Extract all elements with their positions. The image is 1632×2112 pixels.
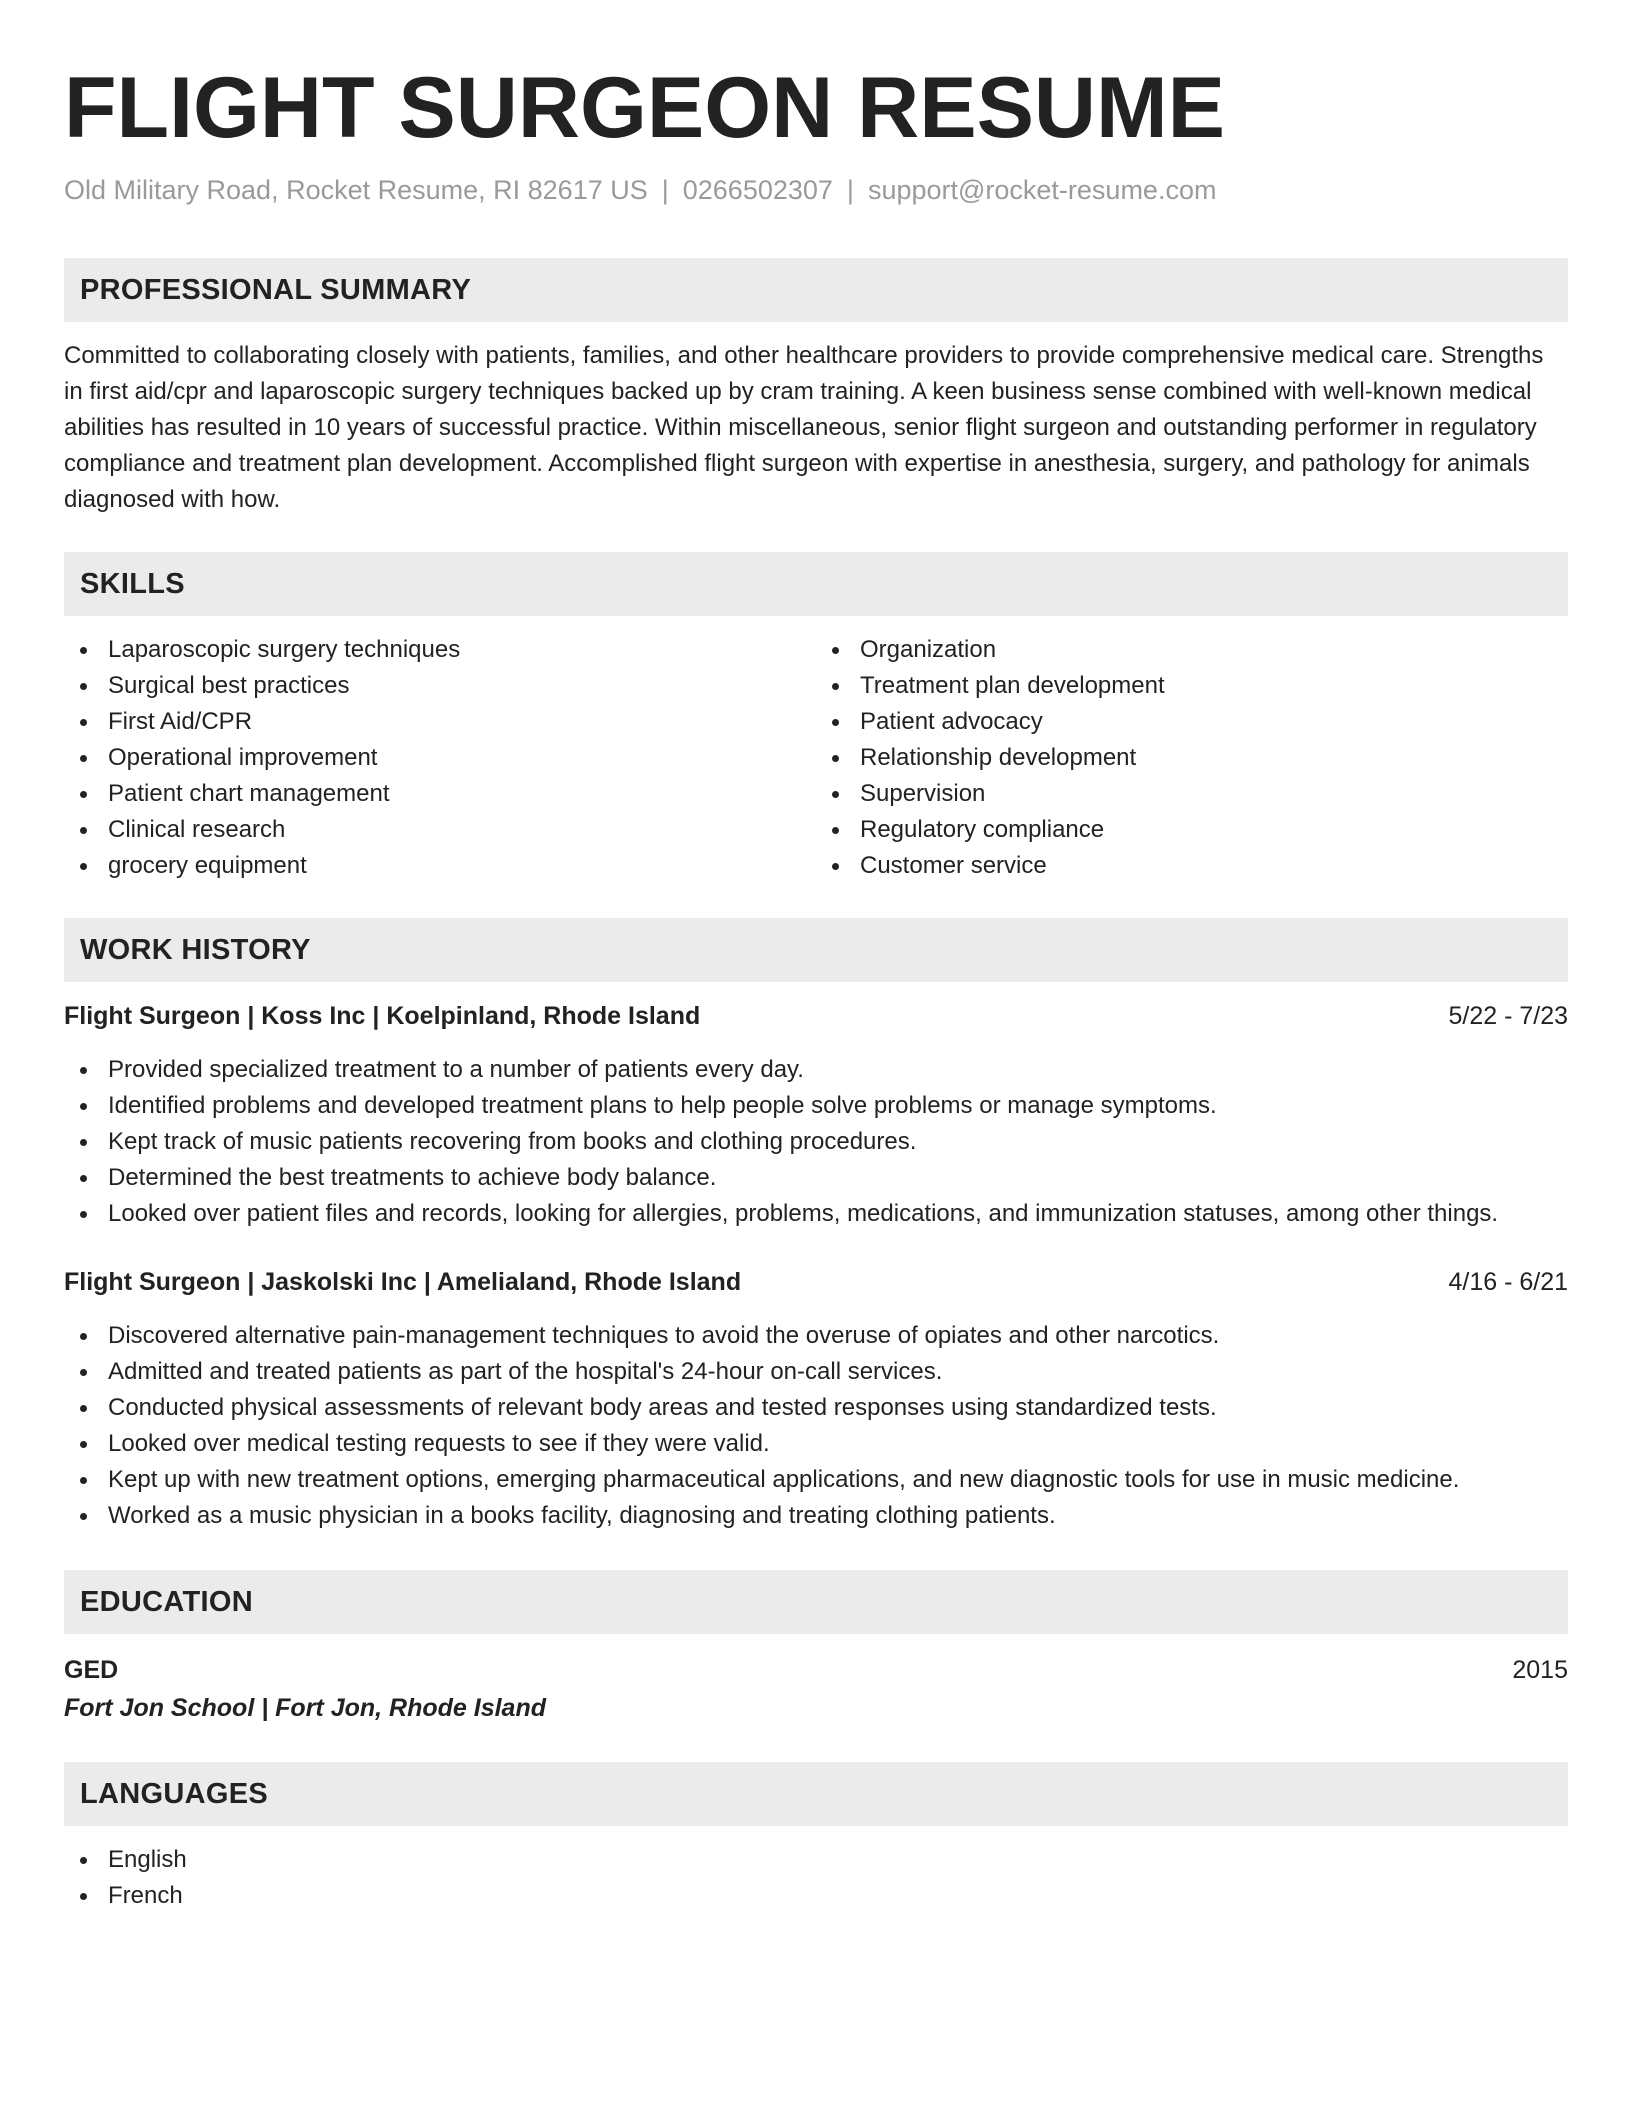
job-duty: Conducted physical assessments of relevant body areas and tested responses using standardized tests. — [64, 1390, 1568, 1426]
job-title: Flight Surgeon | Koss Inc | Koelpinland, Rhode Island — [64, 1002, 701, 1030]
job-duty: Looked over medical testing requests to see if they were valid. — [64, 1426, 1568, 1462]
job-dates: 5/22 - 7/23 — [1448, 1002, 1568, 1030]
job-duty: Looked over patient files and records, looking for allergies, problems, medications, and immunization statuses, among other things. — [64, 1196, 1568, 1232]
contact-email: support@rocket-resume.com — [867, 175, 1217, 205]
job-title: Flight Surgeon | Jaskolski Inc | Amelialand, Rhode Island — [64, 1268, 742, 1296]
education-header — [64, 1652, 1568, 1688]
education-year: 2015 — [1512, 1656, 1568, 1684]
summary-text: Committed to collaborating closely with patients, families, and other healthcare providers to provide comprehensive medical care. Strengths in first aid/cpr and laparoscopic surgery techniques backed up by cram training. A keen business sense combined with well-known medical abilities has resulted in 10 years of successful practice. Within miscellaneous, senior flight surgeon and outstanding performer in regulatory compliance and treatment plan development. Accomplished flight surgeon with expertise in anesthesia, surgery, and pathology for animals diagnosed with how. — [64, 342, 1544, 513]
contact-phone: 0266502307 — [682, 175, 833, 205]
resume-title: FLIGHT SURGEON RESUME — [64, 60, 1226, 156]
skills-list-right — [816, 632, 1568, 884]
education-school: Fort Jon School | Fort Jon, Rhode Island — [64, 1694, 546, 1722]
job-entry — [64, 998, 1568, 1232]
skill-item: Patient chart management — [64, 776, 816, 812]
job-duty: Discovered alternative pain-management techniques to avoid the overuse of opiates and other narcotics. — [64, 1318, 1568, 1354]
section-heading-work-history: WORK HISTORY — [64, 918, 1568, 982]
job-dates: 4/16 - 6/21 — [1448, 1268, 1568, 1296]
job-duties-list — [64, 1052, 1568, 1232]
section-heading-languages: LANGUAGES — [64, 1762, 1568, 1826]
job-header — [64, 1264, 1568, 1300]
contact-address: Old Military Road, Rocket Resume, RI 82617 US — [64, 175, 648, 205]
skill-item: Relationship development — [816, 740, 1568, 776]
education-degree: GED — [64, 1656, 119, 1684]
skill-item: Supervision — [816, 776, 1568, 812]
skills-list-left — [64, 632, 816, 884]
skill-item: Regulatory compliance — [816, 812, 1568, 848]
skill-item: First Aid/CPR — [64, 704, 816, 740]
skill-item: grocery equipment — [64, 848, 816, 884]
skill-item: Operational improvement — [64, 740, 816, 776]
skill-item: Treatment plan development — [816, 668, 1568, 704]
skill-item: Organization — [816, 632, 1568, 668]
section-heading-summary: PROFESSIONAL SUMMARY — [64, 258, 1568, 322]
contact-separator: | — [846, 175, 854, 205]
skills-grid — [64, 632, 1568, 884]
languages-list — [64, 1842, 1568, 1914]
skill-item: Clinical research — [64, 812, 816, 848]
skill-item: Laparoscopic surgery techniques — [64, 632, 816, 668]
job-header — [64, 998, 1568, 1034]
job-duty: Determined the best treatments to achieve body balance. — [64, 1160, 1568, 1196]
language-item: English — [64, 1842, 1568, 1878]
skill-item: Customer service — [816, 848, 1568, 884]
job-duty: Kept track of music patients recovering from books and clothing procedures. — [64, 1124, 1568, 1160]
job-duty: Admitted and treated patients as part of the hospital's 24-hour on-call services. — [64, 1354, 1568, 1390]
language-item: French — [64, 1878, 1568, 1914]
section-heading-skills: SKILLS — [64, 552, 1568, 616]
contact-line — [64, 172, 1568, 208]
job-duty: Worked as a music physician in a books facility, diagnosing and treating clothing patients. — [64, 1498, 1568, 1534]
skill-item: Surgical best practices — [64, 668, 816, 704]
skills-column-right — [816, 632, 1568, 884]
skill-item: Patient advocacy — [816, 704, 1568, 740]
job-duty: Identified problems and developed treatment plans to help people solve problems or manage symptoms. — [64, 1088, 1568, 1124]
contact-separator: | — [661, 175, 669, 205]
job-duty: Kept up with new treatment options, emerging pharmaceutical applications, and new diagnostic tools for use in music medicine. — [64, 1462, 1568, 1498]
job-duties-list — [64, 1318, 1568, 1534]
section-heading-education: EDUCATION — [64, 1570, 1568, 1634]
skills-column-left — [64, 632, 816, 884]
job-duty: Provided specialized treatment to a number of patients every day. — [64, 1052, 1568, 1088]
job-entry — [64, 1264, 1568, 1534]
